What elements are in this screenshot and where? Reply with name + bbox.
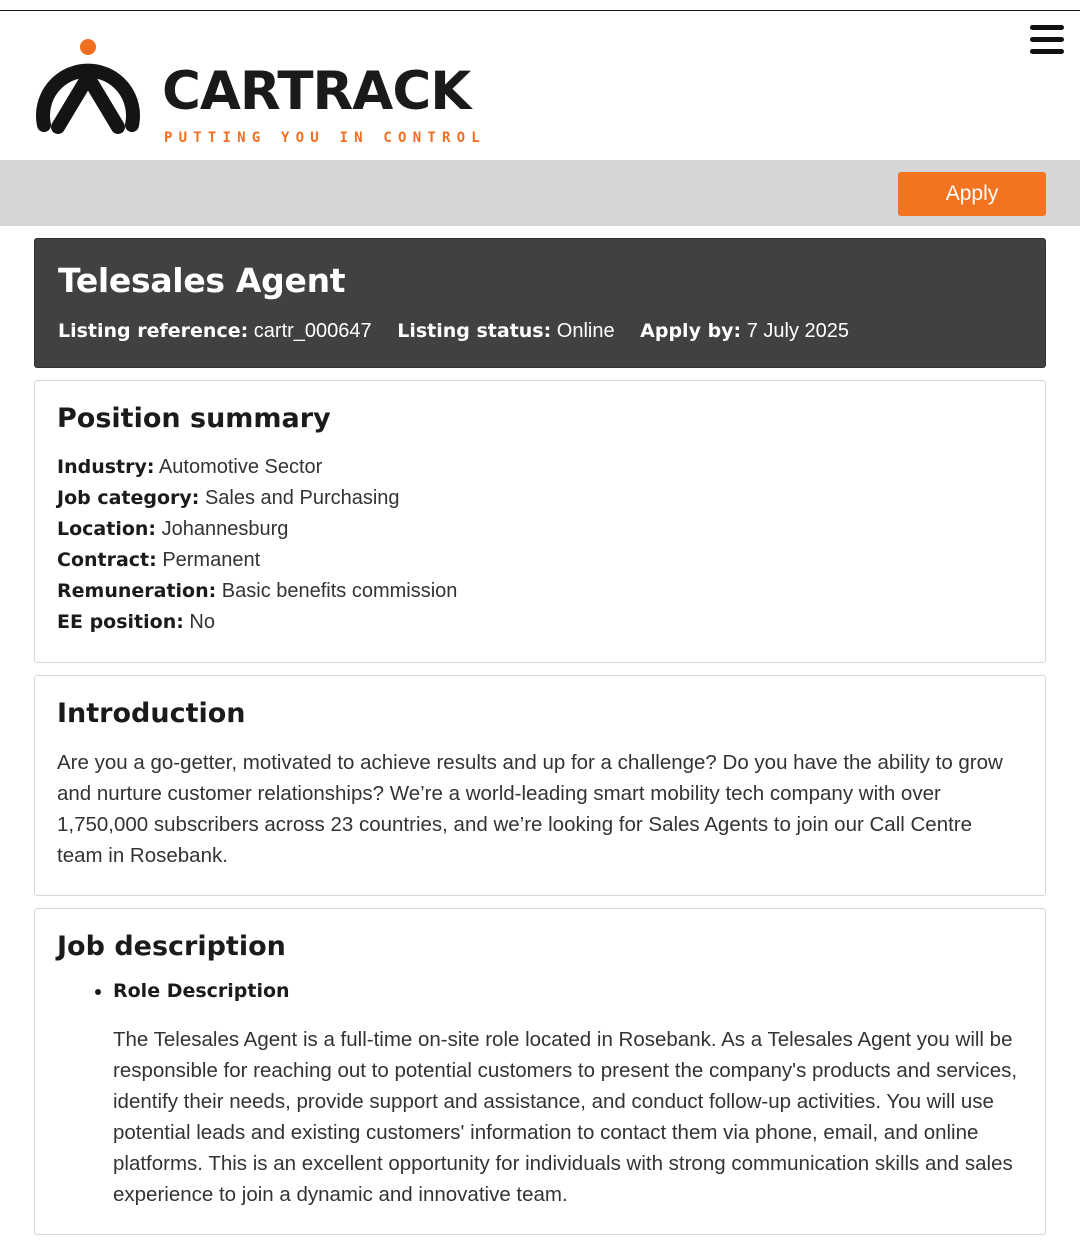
main-content <box>0 226 1080 1235</box>
summary-label: Job category: <box>57 487 200 509</box>
listing-status-value: Online <box>556 320 615 342</box>
listing-header-card <box>34 238 1046 368</box>
summary-row-ee-position <box>57 607 1023 638</box>
summary-row-job-category <box>57 483 1023 514</box>
summary-label: EE position: <box>57 611 184 633</box>
summary-value: Sales and Purchasing <box>204 487 400 509</box>
listing-status <box>397 320 614 342</box>
apply-by-label: Apply by: <box>640 320 742 342</box>
menu-bar-top <box>1030 25 1064 30</box>
summary-row-industry <box>57 452 1023 483</box>
listing-meta <box>58 320 1022 343</box>
job-description-list <box>57 980 1023 1002</box>
summary-label: Contract: <box>57 549 157 571</box>
position-summary-heading: Position summary <box>57 403 331 434</box>
role-description-title: • Role Description <box>113 980 1023 1002</box>
hamburger-menu-icon[interactable] <box>1030 25 1064 59</box>
summary-value: Automotive Sector <box>158 456 323 478</box>
job-title: Telesales Agent <box>58 261 346 300</box>
listing-status-label: Listing status: <box>397 320 552 342</box>
menu-bar-middle <box>1030 37 1064 42</box>
summary-value: Johannesburg <box>161 518 289 540</box>
brand-name: CARTRACK <box>162 61 471 122</box>
job-description-card <box>34 908 1046 1235</box>
top-border <box>0 0 1080 11</box>
summary-label: Remuneration: <box>57 580 217 602</box>
listing-reference-value: cartr_000647 <box>253 320 372 342</box>
summary-row-contract <box>57 545 1023 576</box>
role-description-text: The Telesales Agent is a full-time on-site role located in Rosebank. As a Telesales Agent you will be responsible for reaching out to potential customers to present the company's products and services, identify their needs, provide support and assistance, and conduct follow-up activities. You will use potential leads and existing customers' information to contact them via phone, email, and online platforms. This is an excellent opportunity for individuals with strong communication skills and sales experience to join a dynamic and innovative team. <box>113 1028 1018 1206</box>
summary-row-remuneration <box>57 576 1023 607</box>
introduction-text: Are you a go-getter, motivated to achieve results and up for a challenge? Do you have the ability to grow and nurture customer relationships? We’re a world-leading smart mobility tech company with over 1,750,000 subscribers across 23 countries, and we’re looking for Sales Agents to join our Call Centre team in Rosebank. <box>57 751 1003 867</box>
summary-row-location <box>57 514 1023 545</box>
apply-bar <box>0 160 1080 226</box>
summary-label: Location: <box>57 518 157 540</box>
brand-tagline: PUTTING YOU IN CONTROL <box>164 130 486 146</box>
introduction-heading: Introduction <box>57 698 246 729</box>
introduction-card <box>34 675 1046 896</box>
apply-button[interactable]: Apply <box>898 172 1046 216</box>
position-summary-card <box>34 380 1046 663</box>
apply-by-value: 7 July 2025 <box>746 320 850 342</box>
listing-reference-label: Listing reference: <box>58 320 249 342</box>
menu-bar-bottom <box>1030 49 1064 54</box>
summary-value: Basic benefits commission <box>221 580 458 602</box>
cartrack-logo-mark-icon <box>36 29 146 149</box>
job-description-heading: Job description <box>57 931 286 962</box>
listing-reference <box>58 320 372 342</box>
summary-label: Industry: <box>57 456 155 478</box>
cartrack-logo[interactable] <box>36 29 486 149</box>
summary-value: No <box>189 611 215 633</box>
site-header <box>0 11 1080 160</box>
summary-value: Permanent <box>162 549 261 571</box>
apply-by <box>640 320 849 342</box>
